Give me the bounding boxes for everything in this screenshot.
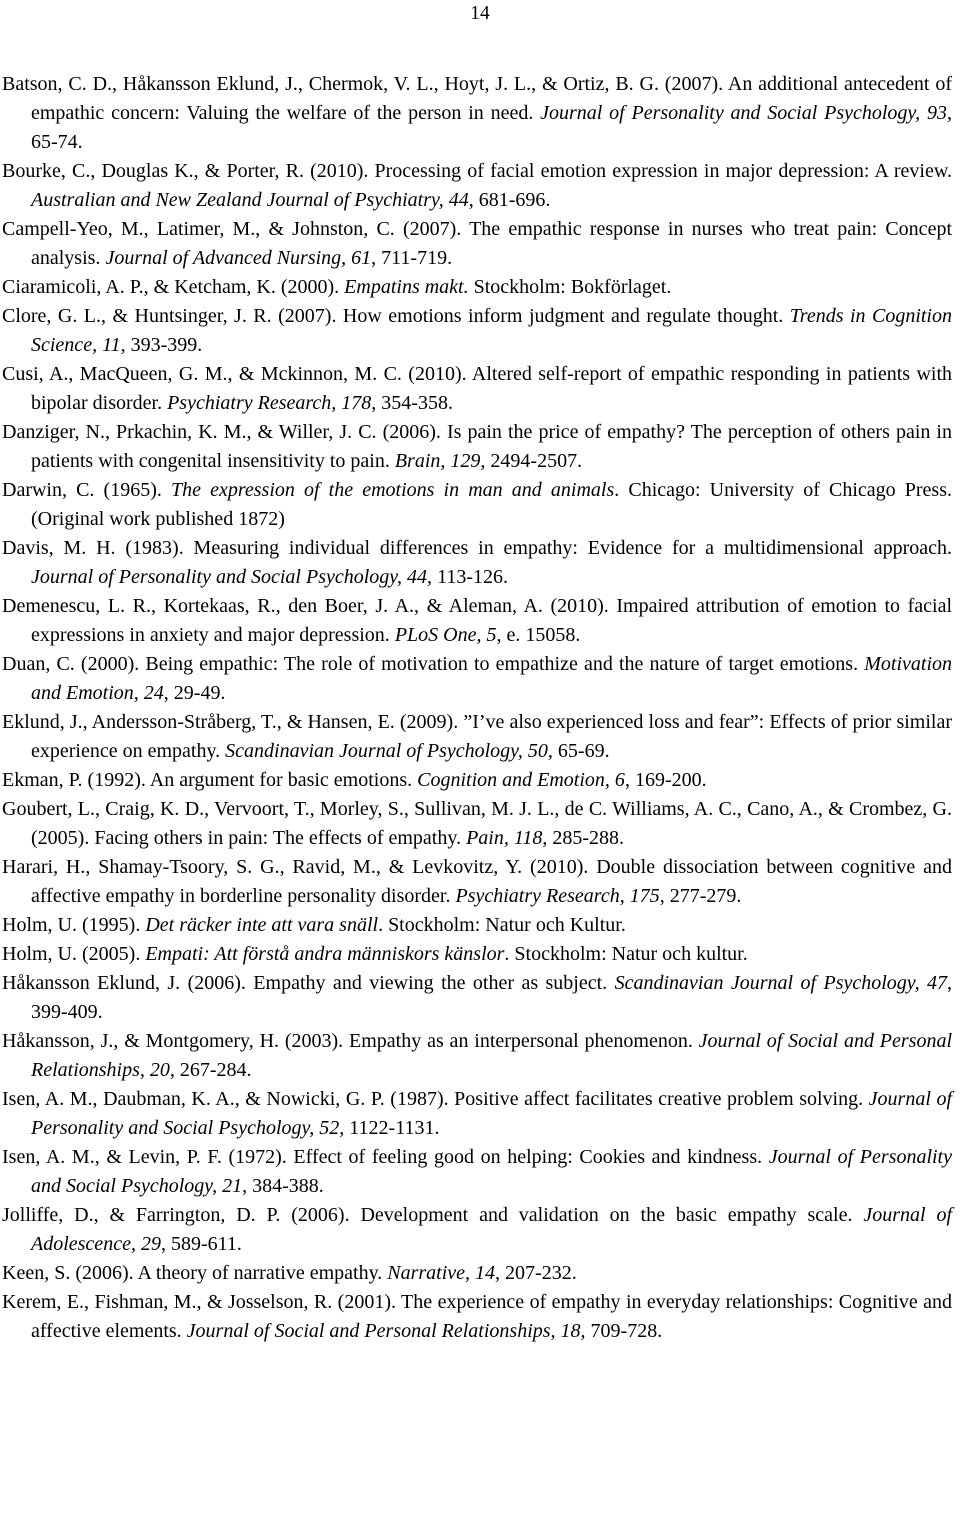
reference-text: Cusi, A., MacQueen, G. M., & Mckinnon, M. C. (2010). Altered self-report of empathic responding in patients with bipolar disorder. [2, 363, 952, 414]
reference-entry [2, 795, 952, 853]
reference-entry [2, 215, 952, 273]
reference-text: , 285-288. [542, 827, 625, 849]
reference-text: , 169-200. [624, 769, 707, 791]
reference-text: 267-284. [174, 1059, 252, 1081]
reference-source-italic: Psychiatry Research, 178 [167, 392, 372, 414]
reference-text: 393-399. [125, 334, 203, 356]
reference-entry [2, 1085, 952, 1143]
reference-source-italic: Journal of Advanced Nursing, 61 [105, 247, 372, 269]
reference-text: Jolliffe, D., & Farrington, D. P. (2006). Development and validation on the basic empathy scale. [2, 1204, 864, 1226]
reference-text: 2494-2507. [485, 450, 583, 472]
reference-source-italic: Scandinavian Journal of Psychology, 50 [225, 740, 548, 762]
reference-source-italic: Trends in Cognition Science, 11, [31, 305, 952, 356]
reference-text: Ekman, P. (1992). An argument for basic emotions. [2, 769, 418, 791]
reference-source-italic: Brain, 129, [394, 450, 486, 472]
reference-entry [2, 1201, 952, 1259]
reference-entry [2, 766, 952, 795]
reference-source-italic: Journal of Personality and Social Psychology, 93 [540, 102, 947, 124]
reference-source-italic: Det räcker inte att vara snäll [145, 914, 379, 936]
reference-text: , 65-74. [31, 102, 952, 153]
reference-source-italic: Empati: Att förstå andra människors känslor [145, 943, 505, 965]
reference-entry [2, 302, 952, 360]
reference-entry [2, 853, 952, 911]
reference-text: 709-728. [585, 1320, 663, 1342]
reference-entry [2, 273, 952, 302]
reference-source-italic: Scandinavian Journal of Psychology, 47 [614, 972, 947, 994]
reference-text: Kerem, E., Fishman, M., & Josselson, R. (2001). The experience of empathy in everyday relationships: Cognitive and affective elements. [2, 1291, 952, 1342]
reference-text: Holm, U. (1995). [2, 914, 146, 936]
reference-text: 113-126. [432, 566, 508, 588]
reference-text: , 399-409. [31, 972, 952, 1023]
reference-source-italic: Pain, 118 [466, 827, 543, 849]
reference-entry [2, 418, 952, 476]
reference-text: . Chicago: University of Chicago Press. (Original work published 1872) [31, 479, 952, 530]
reference-entry [2, 911, 952, 940]
reference-text: , 354-358. [371, 392, 453, 414]
reference-text: Håkansson, J., & Montgomery, H. (2003). Empathy as an interpersonal phenomenon. [2, 1030, 699, 1052]
reference-text: Eklund, J., Andersson-Stråberg, T., & Hansen, E. (2009). ”I’ve also experienced loss and fear”: Effects of prior similar experience on empathy. [2, 711, 952, 762]
reference-entry [2, 1288, 952, 1346]
reference-text: , e. 15058. [496, 624, 581, 646]
reference-text: Stockholm: Bokförlaget. [468, 276, 672, 298]
reference-text: Bourke, C., Douglas K., & Porter, R. (2010). Processing of facial emotion expression in major depression: A review. [2, 160, 952, 182]
reference-list [2, 70, 952, 1346]
reference-text: , 277-279. [659, 885, 742, 907]
reference-text: Keen, S. (2006). A theory of narrative empathy. [2, 1262, 388, 1284]
reference-source-italic: Journal of Personality and Social Psychology, 21 [31, 1146, 952, 1197]
reference-source-italic: Narrative, 14, [387, 1262, 501, 1284]
reference-text: 207-232. [500, 1262, 577, 1284]
reference-text: . Stockholm: Natur och kultur. [504, 943, 748, 965]
page-number: 14 [470, 3, 490, 24]
reference-text: , 589-611. [160, 1233, 242, 1255]
reference-source-italic: PLoS One, 5 [394, 624, 497, 646]
reference-entry [2, 360, 952, 418]
reference-source-italic: Journal of Personality and Social Psychology, 52, [31, 1088, 952, 1139]
reference-text: Duan, C. (2000). Being empathic: The role of motivation to empathize and the nature of target emotions. [2, 653, 865, 675]
reference-entry [2, 940, 952, 969]
reference-source-italic: The expression of the emotions in man and animals [170, 479, 615, 501]
reference-source-italic: Journal of Social and Personal Relationships, 18, [186, 1320, 586, 1342]
reference-source-italic: Journal of Social and Personal Relationships, 20, [31, 1030, 952, 1081]
reference-text: Håkansson Eklund, J. (2006). Empathy and viewing the other as subject. [2, 972, 615, 994]
reference-source-italic: Cognition and Emotion, 6 [417, 769, 625, 791]
reference-entry [2, 1027, 952, 1085]
reference-text: Clore, G. L., & Huntsinger, J. R. (2007). How emotions inform judgment and regulate thought. [2, 305, 790, 327]
reference-entry [2, 534, 952, 592]
reference-entry [2, 650, 952, 708]
reference-text: 1122-1131. [344, 1117, 440, 1139]
reference-text: , 681-696. [468, 189, 551, 211]
reference-text: , 29-49. [163, 682, 226, 704]
reference-entry [2, 969, 952, 1027]
reference-text: Isen, A. M., & Levin, P. F. (1972). Effect of feeling good on helping: Cookies and kindness. [2, 1146, 769, 1168]
reference-text: Harari, H., Shamay-Tsoory, S. G., Ravid, M., & Levkovitz, Y. (2010). Double dissociation between cognitive and affective empathy in borderline personality disorder. [2, 856, 952, 907]
reference-text: Isen, A. M., Daubman, K. A., & Nowicki, G. P. (1987). Positive affect facilitates creative problem solving. [2, 1088, 869, 1110]
reference-entry [2, 476, 952, 534]
reference-text: Ciaramicoli, A. P., & Ketcham, K. (2000). [2, 276, 345, 298]
reference-source-italic: Australian and New Zealand Journal of Psychiatry, 44 [31, 189, 469, 211]
reference-text: Batson, C. D., Håkansson Eklund, J., Chermok, V. L., Hoyt, J. L., & Ortiz, B. G. (2007). An additional antecedent of empathic concern: Valuing the welfare of the person in need. [2, 73, 952, 124]
reference-text: Holm, U. (2005). [2, 943, 146, 965]
reference-text: Demenescu, L. R., Kortekaas, R., den Boer, J. A., & Aleman, A. (2010). Impaired attribution of emotion to facial expressions in anxiety and major depression. [2, 595, 952, 646]
reference-text: Davis, M. H. (1983). Measuring individual differences in empathy: Evidence for a multidimensional approach. [2, 537, 952, 559]
reference-source-italic: Journal of Adolescence, 29 [31, 1204, 952, 1255]
reference-entry [2, 592, 952, 650]
reference-text: , 65-69. [547, 740, 610, 762]
reference-text: Campell-Yeo, M., Latimer, M., & Johnston, C. (2007). The empathic response in nurses who treat pain: Concept analysis. [2, 218, 952, 269]
reference-text: . Stockholm: Natur och Kultur. [378, 914, 626, 936]
reference-text: , 384-388. [242, 1175, 324, 1197]
reference-entry [2, 1143, 952, 1201]
reference-text: , 711-719. [371, 247, 453, 269]
reference-entry [2, 70, 952, 157]
reference-source-italic: Psychiatry Research, 175 [455, 885, 660, 907]
reference-text: Darwin, C. (1965). [2, 479, 171, 501]
reference-source-italic: Journal of Personality and Social Psychology, 44, [31, 566, 433, 588]
reference-entry [2, 708, 952, 766]
reference-entry [2, 157, 952, 215]
reference-text: Goubert, L., Craig, K. D., Vervoort, T., Morley, S., Sullivan, M. J. L., de C. Williams, A. C., Cano, A., & Crombez, G. (2005). Facing others in pain: The effects of empathy. [2, 798, 952, 849]
reference-entry [2, 1259, 952, 1288]
reference-source-italic: Empatins makt. [344, 276, 469, 298]
reference-text: Danziger, N., Prkachin, K. M., & Willer, J. C. (2006). Is pain the price of empathy? The perception of others pain in patients with congenital insensitivity to pain. [2, 421, 952, 472]
reference-source-italic: Motivation and Emotion, 24 [31, 653, 952, 704]
